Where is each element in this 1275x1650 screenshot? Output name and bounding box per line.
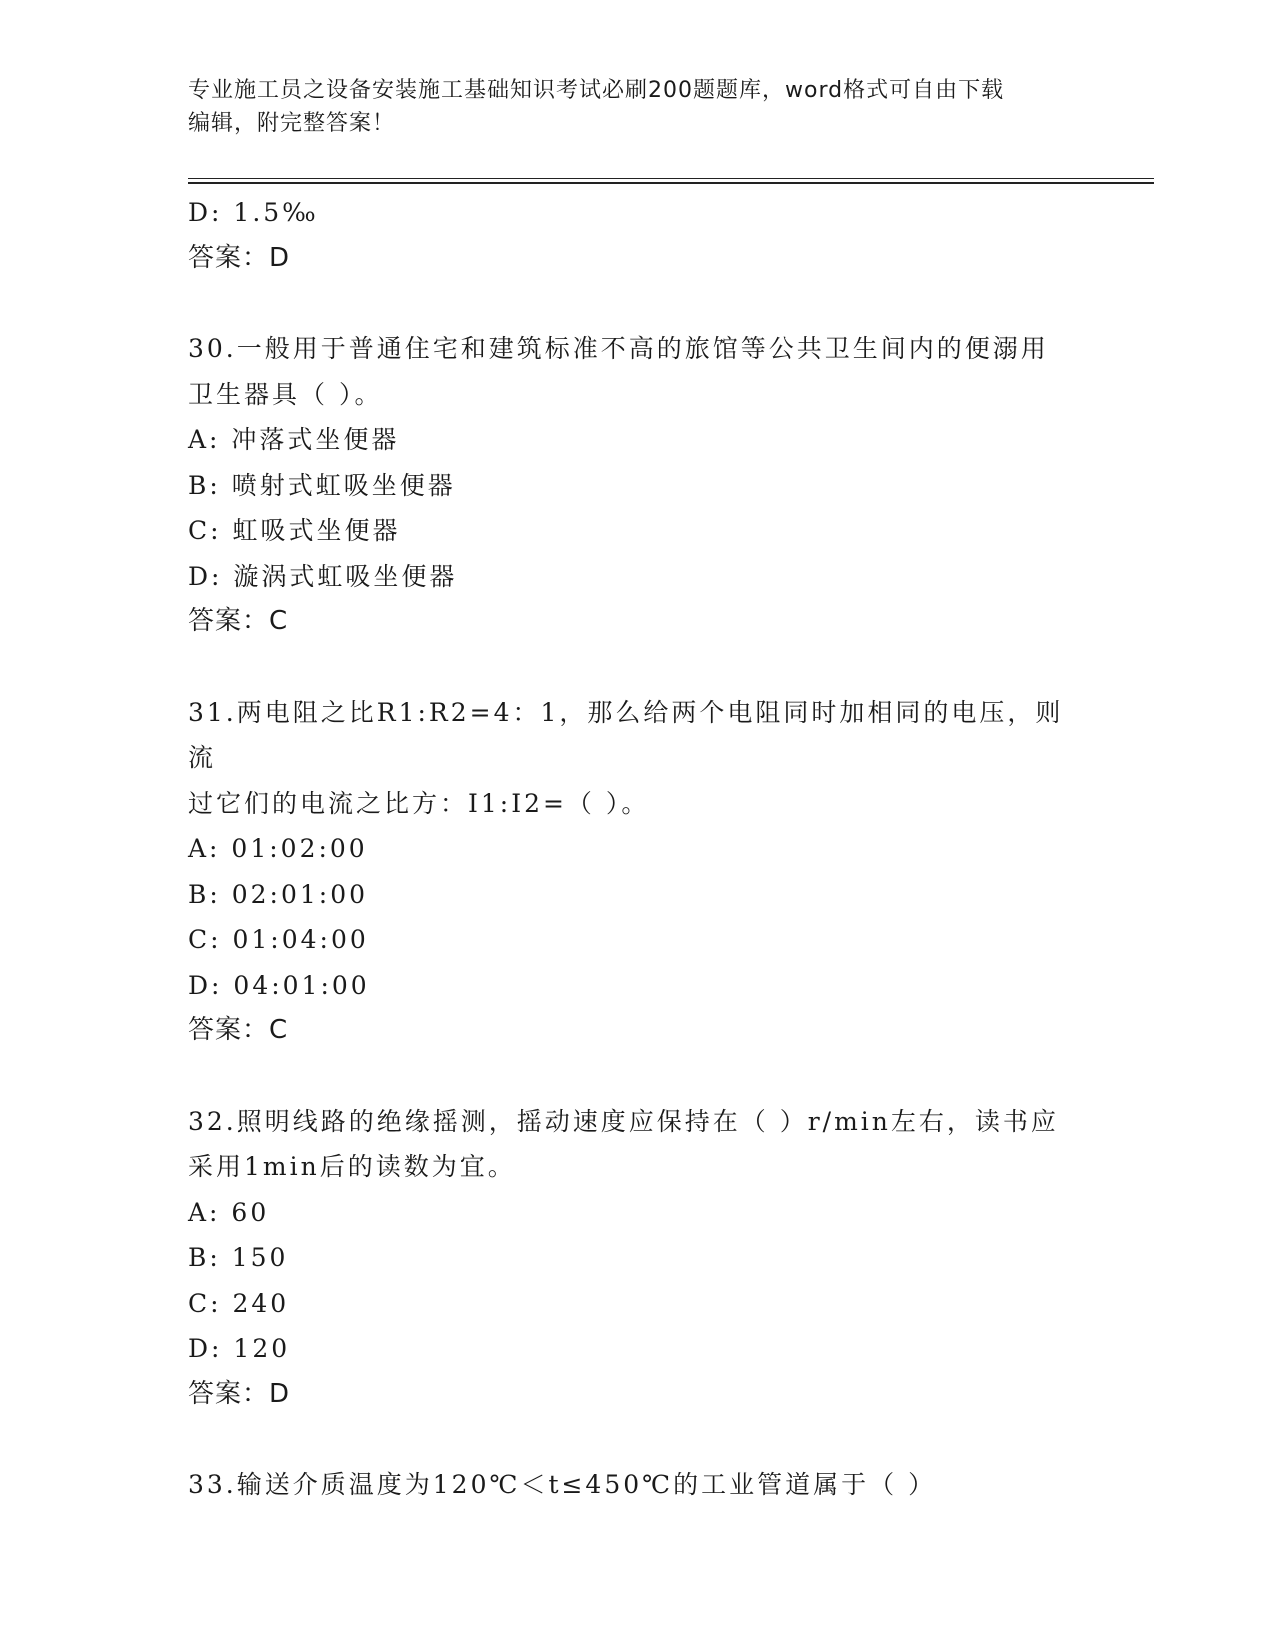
option-a: A: 冲落式坐便器: [188, 425, 400, 454]
answer-line: 答案：C: [188, 606, 289, 636]
option-a: A: 60: [188, 1197, 270, 1227]
question-stem-line-1: 33.输送介质温度为120℃＜t≤450℃的工业管道属于（ ）: [188, 1470, 937, 1499]
answer-line: 答案：D: [188, 242, 291, 273]
question-stem-line-1: 31.两电阻之比R1:R2=4：1，那么给两个电阻同时加相同的电压，则流: [188, 697, 1064, 772]
question-stem: [188, 1462, 1088, 1508]
question-stem: [188, 1099, 1088, 1190]
answer-line: 答案：C: [188, 1015, 289, 1045]
page-header: [188, 74, 1068, 140]
question-33: [188, 1462, 1088, 1508]
header-divider-thick: [188, 182, 1154, 184]
option-d: D: 120: [188, 1334, 291, 1363]
question-list: [188, 190, 1088, 1508]
option-b: B: 喷射式虹吸坐便器: [188, 470, 456, 500]
header-divider-thin: [188, 178, 1154, 179]
question-stem-line-2: 采用1min后的读数为宜。: [188, 1152, 516, 1181]
option-d: D: 漩涡式虹吸坐便器: [188, 561, 458, 591]
question-stem: [188, 690, 1088, 827]
option-d: D: 04:01:00: [188, 970, 370, 1000]
option-c: C: 虹吸式坐便器: [188, 516, 401, 545]
question-stem-line-2: 过它们的电流之比方：I1:I2=（ ）。: [188, 788, 650, 818]
option-b: B: 02:01:00: [188, 879, 369, 909]
header-line-1: 专业施工员之设备安装施工基础知识考试必刷200题题库，word格式可自由下载: [188, 78, 1005, 103]
option-d: D: 1.5‰: [188, 198, 319, 227]
previous-question-tail: [188, 190, 1088, 281]
question-stem-line-1: 32.照明线路的绝缘摇测，摇动速度应保持在（ ）r/min左右，读书应: [188, 1106, 1059, 1136]
question-31: [188, 690, 1088, 1054]
option-c: C: 240: [188, 1288, 290, 1318]
question-stem-line-1: 30.一般用于普通住宅和建筑标准不高的旅馆等公共卫生间内的便溺用: [188, 334, 1049, 363]
question-stem: [188, 326, 1088, 417]
question-stem-line-2: 卫生器具（ ）。: [188, 379, 383, 409]
question-32: [188, 1099, 1088, 1418]
header-line-2: 编辑，附完整答案！: [188, 111, 396, 136]
option-b: B: 150: [188, 1243, 289, 1272]
option-a: A: 01:02:00: [188, 834, 368, 863]
question-30: [188, 326, 1088, 645]
answer-line: 答案：D: [188, 1378, 291, 1409]
option-c: C: 01:04:00: [188, 925, 369, 954]
